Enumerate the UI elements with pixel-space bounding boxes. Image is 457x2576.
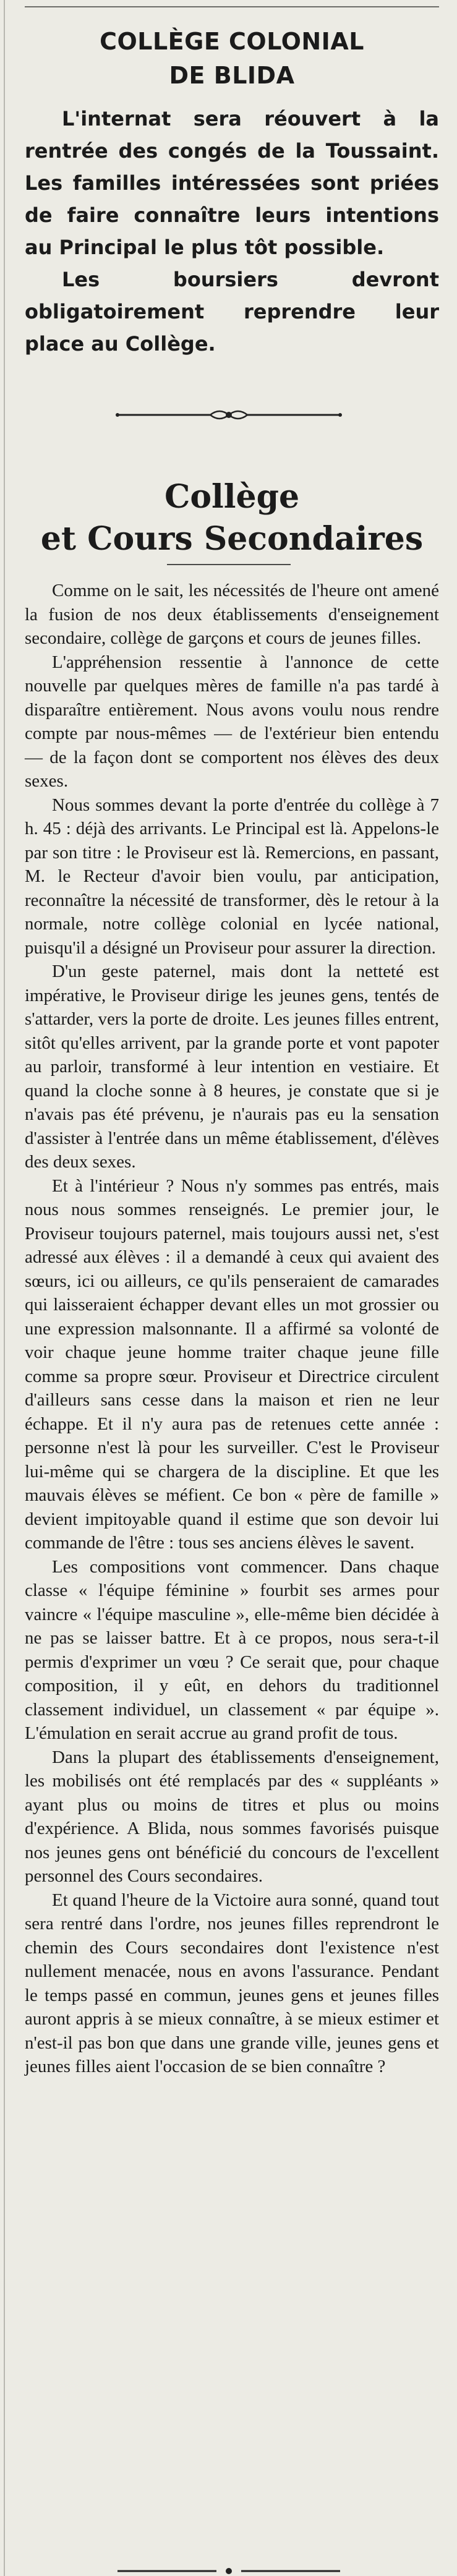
bottom-ornament-divider <box>105 2566 352 2576</box>
notice-heading <box>25 25 439 93</box>
article-paragraph: L'appréhension ressentie à l'annonce de cette nouvelle par quelques mères de famille n'a pas tardé à disparaître entièrement. Nous avons voulu nous rendre compte par nous-mêmes — de l'extérieur bien entendu — de la façon dont se comportent nos élèves des deux sexes. <box>25 652 439 791</box>
article-paragraph: D'un geste paternel, mais dont la netteté est impérative, le Proviseur dirige les jeunes gens, tentés de s'attarder, vers la porte de droite. Les jeunes filles entrent, sitôt qu'elles arrivent, par la grande porte et vont papoter au parloir, transformé à leur intention en vestiaire. Et quand la cloche sonne à 8 heures, je constate que si je n'avais pas été prévenu, je n'aurais pas eu la sensation d'assister à l'entrée dans un même établissement, d'élèves des deux sexes. <box>25 962 439 1172</box>
article-paragraph: Nous sommes devant la porte d'entrée du collège à 7 h. 45 : déjà des arrivants. Le Principal est là. Appelons-le par son titre : le Proviseur est là. Remercions, en passant, M. le Recteur d'avoir bien voulu, par anticipation, reconnaître la nécessité de transformer, dès le retour à la normale, notre collège colonial en lycée national, puisqu'il a désigné un Proviseur pour assurer la direction. <box>25 795 439 958</box>
notice-paragraph-1: L'internat sera réouvert à la rentrée des congés de la Toussaint. Les familles intéressées sont priées de faire connaître leurs intentions au Principal le plus tôt possible. <box>25 107 439 259</box>
title-underline-rule <box>167 564 291 565</box>
page-margin-line <box>4 0 5 2576</box>
notice-heading-line1: COLLÈGE COLONIAL <box>100 28 364 55</box>
article-paragraph: Comme on le sait, les nécessités de l'heure ont amené la fusion de nos deux établissements d'enseignement secondaire, collège de garçons et cours de jeunes filles. <box>25 581 439 648</box>
section-ornament-divider <box>105 406 352 424</box>
article-title-line2: et Cours Secondaires <box>40 520 424 558</box>
article-body <box>25 579 439 2079</box>
article-paragraph: Et à l'intérieur ? Nous n'y sommes pas entrés, mais nous nous sommes renseignés. Le premier jour, le Proviseur toujours paternel, mais toujours aussi net, s'est adressé aux élèves : il a demandé à ceux qui avaient des sœurs, ici ou ailleurs, ce qu'ils penseraient de camarades qui laisseraient échapper devant elles un mot grossier ou une expression malsonnante. Il a affirmé sa volonté de voir chaque jeune homme traiter chaque jeune fille comme sa propre sœur. Proviseur et Directrice circulent d'ailleurs sans cesse dans la maison et rien ne leur échappe. Et il n'y aura pas de retenues cette année : personne n'est là pour les surveiller. C'est le Proviseur lui-même qui se chargera de la discipline. Et que les mauvais élèves se méfient. Ce bon « père de famille » devient impitoyable quand il estime que son devoir lui commande de l'être : tous ses anciens élèves le savent. <box>25 1175 439 1553</box>
article-paragraph: Dans la plupart des établissements d'enseignement, les mobilisés ont été remplacés par des « suppléants » ayant plus ou moins de titres et plus ou moins d'expérience. A Blida, nous sommes favorisés puisque nos jeunes gens ont bénéficié du concours de l'excellent personnel des Cours secondaires. <box>25 1747 439 1886</box>
top-border-rule <box>25 6 439 7</box>
article-title-line1: Collège <box>164 478 300 516</box>
article-title <box>25 476 439 560</box>
article-paragraph: Et quand l'heure de la Victoire aura sonné, quand tout sera rentré dans l'ordre, nos jeunes filles reprendront le chemin des Cours secondaires dont l'existence n'est nullement menacée, nous en avons l'assurance. Pendant le temps passé en commun, jeunes gens et jeunes filles auront appris à se mieux connaître, à se mieux estimer et n'est-il pas bon que dans une grande ville, jeunes gens et jeunes filles aient l'occasion de se bien connaître ? <box>25 1890 439 2076</box>
article-paragraph: Les compositions vont commencer. Dans chaque classe « l'équipe féminine » fourbit ses armes pour vaincre « l'équipe masculine », elle-même bien décidée à ne pas se laisser battre. Et à ce propos, nous sera-t-il permis d'exprimer un vœu ? Ce serait que, pour chaque composition, il y eût, en dehors du traditionnel classement individuel, un classement « par équipe ». L'émulation en serait accrue au grand profit de tous. <box>25 1556 439 1743</box>
notice-heading-line2: DE BLIDA <box>169 62 295 89</box>
notice-paragraph-2: Les boursiers devront obligatoirement reprendre leur place au Collège. <box>25 268 439 356</box>
